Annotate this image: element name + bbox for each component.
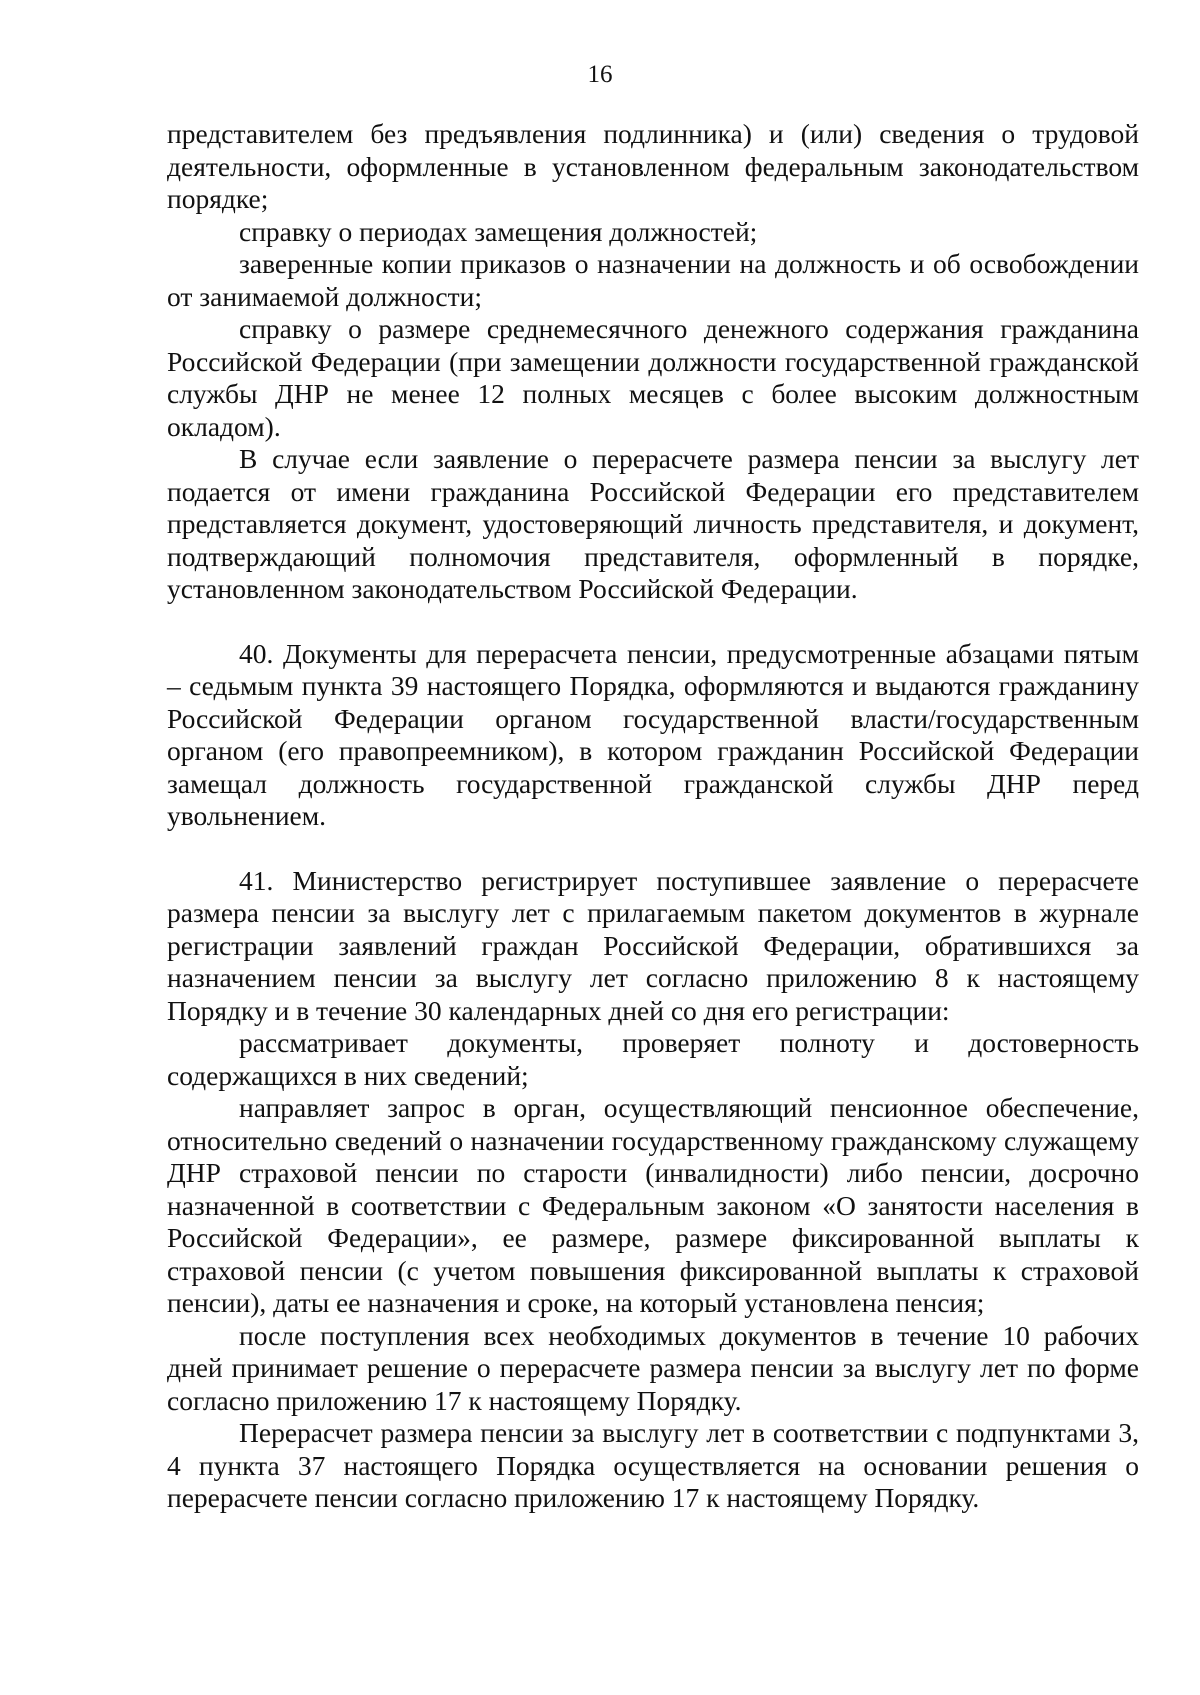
paragraph-item-41: 41. Министерство регистрирует поступившее заявление о перерасчете размера пенсии за выслугу лет с прилагаемым пакетом документов в журнале регистрации заявлений граждан Российской Федерации, обратившихся за назначением пенсии за выслугу лет согласно приложению 8 к настоящему Порядку и в течение 30 календарных дней со дня его регистрации: (167, 864, 1139, 1026)
paragraph-continuation: представителем без предъявления подлинника) и (или) сведения о трудовой деятельности, оформленные в установленном федеральным законодательством порядке; (167, 118, 1139, 214)
paragraph-gap (167, 833, 1139, 865)
paragraph-review-documents: рассматривает документы, проверяет полноту и достоверность содержащихся в них сведений; (167, 1027, 1139, 1091)
paragraph-decision: после поступления всех необходимых документов в течение 10 рабочих дней принимает решение о перерасчете размера пенсии за выслугу лет по форме согласно приложению 17 к настоящему Порядку. (167, 1319, 1139, 1416)
paragraph-salary-certificate: справку о размере среднемесячного денежного содержания гражданина Российской Федерации (при замещении должности государственной гражданской службы ДНР не менее 12 полных месяцев с более высоким должностным окладом). (167, 313, 1139, 442)
paragraph-gap (167, 606, 1139, 638)
paragraph-item-40: 40. Документы для перерасчета пенсии, предусмотренные абзацами пятым – седьмым пункта 39 настоящего Порядка, оформляются и выдаются гражданину Российской Федерации органом государственной власти/государственным органом (его правопреемником), в котором гражданин Российской Федерации замещал должность государственной гражданской службы ДНР перед увольнением. (167, 637, 1139, 831)
paragraph-recalculation: Перерасчет размера пенсии за выслугу лет в соответствии с подпунктами 3, 4 пункта 37 настоящего Порядка осуществляется на основании решения о перерасчете пенсии согласно приложению 17 к настоящему Порядку. (167, 1417, 1139, 1513)
paragraph-representative: В случае если заявление о перерасчете размера пенсии за выслугу лет подается от имени гражданина Российской Федерации его представителем представляется документ, удостоверяющий личность представителя, и документ, подтверждающий полномочия представителя, оформленный в порядке, установленном законодательством Российской Федерации. (167, 443, 1139, 604)
paragraph-certified-copies: заверенные копии приказов о назначении на должность и об освобождении от занимаемой должности; (167, 248, 1139, 312)
document-body (167, 118, 1139, 1515)
paragraph-service-periods: справку о периодах замещения должностей; (239, 215, 758, 247)
page-number: 16 (587, 61, 613, 88)
paragraph-send-request: направляет запрос в орган, осуществляющий пенсионное обеспечение, относительно сведений о назначении государственному гражданскому служащему ДНР страховой пенсии по старости (инвалидности) либо пенсии, досрочно назначенной в соответствии с Федеральным законом «О занятости населения в Российской Федерации», ее размере, размере фиксированной выплаты к страховой пенсии (с учетом повышения фиксированной выплаты к страховой пенсии), даты ее назначения и сроке, на который установлена пенсия; (167, 1092, 1139, 1318)
